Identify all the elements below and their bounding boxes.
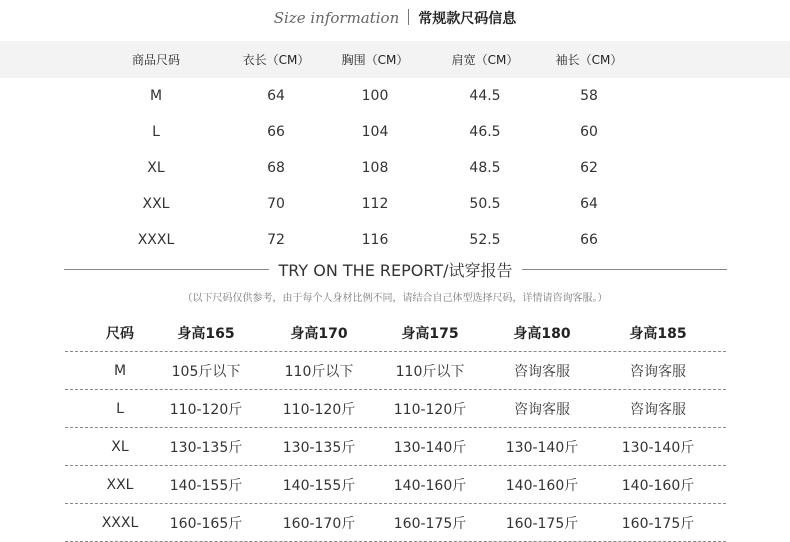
chest-cell: 108 xyxy=(361,160,389,176)
shoulder-cell: 44.5 xyxy=(469,88,501,104)
weight-cell: 咨询客服 xyxy=(630,401,686,418)
size-cell: L xyxy=(152,124,160,140)
size-cell: XXXL xyxy=(101,514,139,531)
try-table-row xyxy=(65,466,726,504)
shoulder-cell: 48.5 xyxy=(469,160,501,176)
try-table-row xyxy=(65,428,726,466)
weight-cell: 160-165斤 xyxy=(169,515,243,532)
weight-cell: 110-120斤 xyxy=(282,401,356,418)
header-divider xyxy=(408,9,409,25)
size-table xyxy=(0,41,790,258)
sleeve-cell: 64 xyxy=(580,196,598,212)
height-165-col-header: 身高165 xyxy=(177,326,235,342)
weight-cell: 咨询客服 xyxy=(514,401,570,418)
heading-rule-right xyxy=(522,269,727,270)
length-cell: 66 xyxy=(267,124,285,140)
size-info-header xyxy=(0,8,790,32)
weight-cell: 咨询客服 xyxy=(630,363,686,380)
length-cell: 64 xyxy=(267,88,285,104)
length-cell: 70 xyxy=(267,196,285,212)
try-table-row xyxy=(65,504,726,542)
weight-cell: 105斤以下 xyxy=(171,363,241,380)
size-table-row xyxy=(0,114,790,150)
sleeve-cell: 62 xyxy=(580,160,598,176)
chest-cell: 100 xyxy=(361,88,389,104)
try-table-row xyxy=(65,390,726,428)
weight-cell: 110斤以下 xyxy=(284,363,354,380)
chest-col-header: 胸围（CM） xyxy=(341,53,409,67)
weight-cell: 130-135斤 xyxy=(169,439,243,456)
weight-cell: 140-160斤 xyxy=(505,477,579,494)
weight-cell: 160-175斤 xyxy=(393,515,467,532)
size-disclaimer-note: （以下尺码仅供参考，由于每个人身材比例不同，请结合自己体型选择尺码，详情请咨询客服。） xyxy=(182,293,608,304)
size-info-title-cn: 常规款尺码信息 xyxy=(418,11,517,27)
weight-cell: 140-155斤 xyxy=(282,477,356,494)
size-cell: XL xyxy=(147,160,165,176)
shoulder-col-header: 肩宽（CM） xyxy=(451,53,519,67)
weight-cell: 130-140斤 xyxy=(621,439,695,456)
weight-cell: 130-140斤 xyxy=(505,439,579,456)
weight-cell: 140-155斤 xyxy=(169,477,243,494)
weight-cell: 140-160斤 xyxy=(393,477,467,494)
shoulder-cell: 52.5 xyxy=(469,232,501,248)
weight-cell: 咨询客服 xyxy=(514,363,570,380)
size-table-row xyxy=(0,222,790,258)
size-table-row xyxy=(0,78,790,114)
size-table-header xyxy=(0,41,790,78)
sleeve-cell: 60 xyxy=(580,124,598,140)
sleeve-col-header: 袖长（CM） xyxy=(555,53,623,67)
size-cell: L xyxy=(116,400,124,417)
sleeve-cell: 58 xyxy=(580,88,598,104)
shoulder-cell: 50.5 xyxy=(469,196,501,212)
try-table-row xyxy=(65,352,726,390)
size-cell: XXXL xyxy=(137,232,175,248)
chest-cell: 112 xyxy=(361,196,389,212)
height-170-col-header: 身高170 xyxy=(290,326,348,342)
try-table-header xyxy=(65,315,726,352)
size-col-header: 商品尺码 xyxy=(131,53,180,67)
size-cell: M xyxy=(149,88,163,104)
sleeve-cell: 66 xyxy=(580,232,598,248)
weight-cell: 110-120斤 xyxy=(169,401,243,418)
chest-cell: 116 xyxy=(361,232,389,248)
try-report-title: TRY ON THE REPORT/试穿报告 xyxy=(278,260,513,280)
height-175-col-header: 身高175 xyxy=(401,326,459,342)
shoulder-cell: 46.5 xyxy=(469,124,501,140)
weight-cell: 130-135斤 xyxy=(282,439,356,456)
size-table-row xyxy=(0,186,790,222)
height-185-col-header: 身高185 xyxy=(629,326,687,342)
length-col-header: 衣长（CM） xyxy=(242,53,310,67)
weight-cell: 110-120斤 xyxy=(393,401,467,418)
weight-cell: 110斤以下 xyxy=(395,363,465,380)
heading-rule-left xyxy=(64,269,269,270)
weight-cell: 130-140斤 xyxy=(393,439,467,456)
weight-cell: 160-170斤 xyxy=(282,515,356,532)
chest-cell: 104 xyxy=(361,124,389,140)
try-report-heading xyxy=(64,258,727,280)
size-cell: XXL xyxy=(142,196,170,212)
size-cell: XL xyxy=(111,438,129,455)
size-col-header: 尺码 xyxy=(106,326,134,342)
size-table-row xyxy=(0,150,790,186)
height-180-col-header: 身高180 xyxy=(513,326,571,342)
size-cell: M xyxy=(113,362,127,379)
size-info-title-en: Size information xyxy=(273,9,400,27)
weight-cell: 140-160斤 xyxy=(621,477,695,494)
length-cell: 72 xyxy=(267,232,285,248)
weight-cell: 160-175斤 xyxy=(621,515,695,532)
size-cell: XXL xyxy=(106,476,134,493)
weight-cell: 160-175斤 xyxy=(505,515,579,532)
try-report-table xyxy=(65,315,726,542)
length-cell: 68 xyxy=(267,160,285,176)
